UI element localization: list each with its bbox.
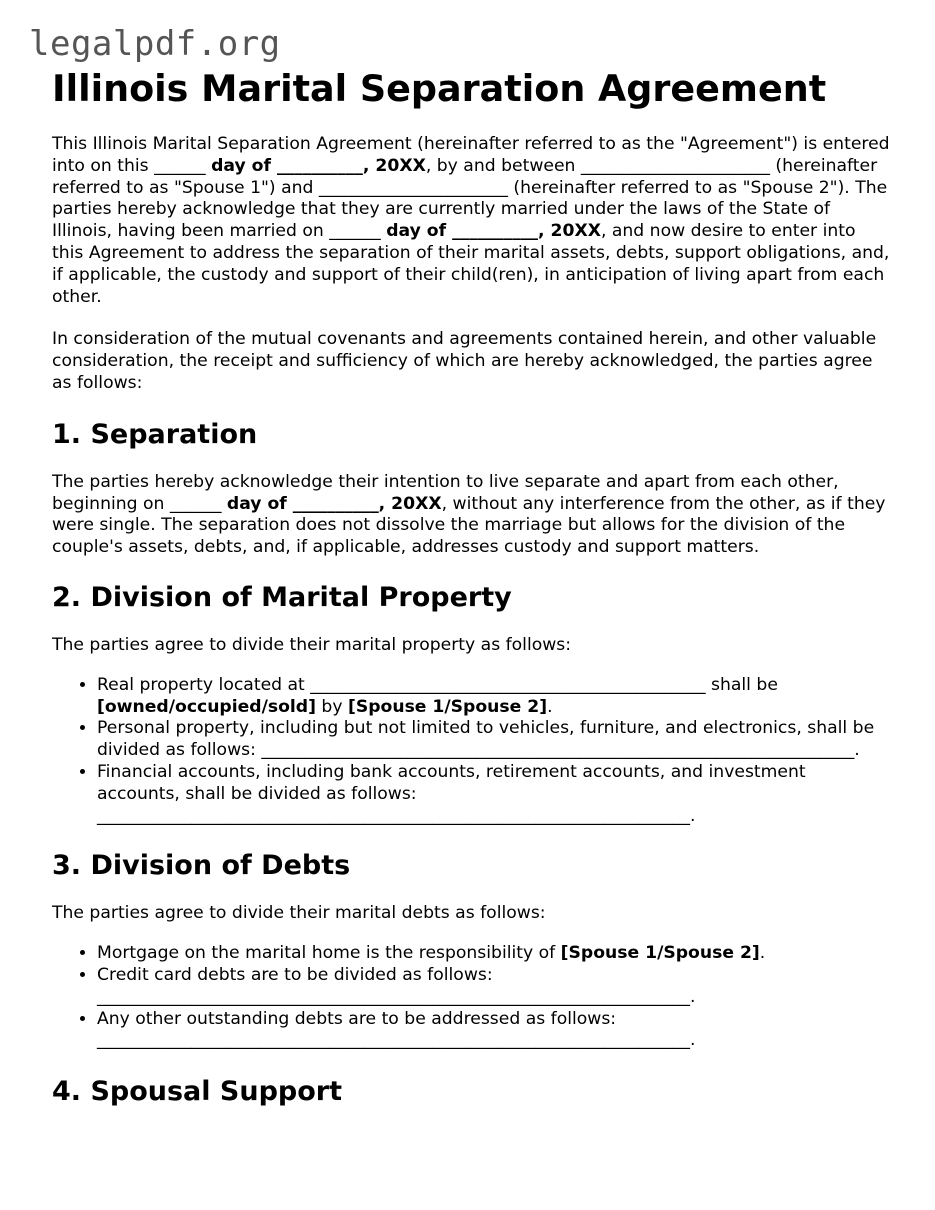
property-item1-text-1: Real property located at ______________________________________________ shall be <box>97 674 778 695</box>
section-heading-separation: 1. Separation <box>52 418 258 450</box>
document-title: Illinois Marital Separation Agreement <box>52 67 827 110</box>
section-heading-support: 4. Spousal Support <box>52 1076 343 1108</box>
property-lead: The parties agree to divide their marital property as follows: <box>52 634 572 655</box>
intro-date-blank-1: day of __________, 20XX <box>211 155 426 176</box>
property-item1-option: [owned/occupied/sold] <box>97 696 316 717</box>
intro-paragraph <box>52 134 892 308</box>
separation-paragraph <box>52 472 892 559</box>
property-item1-text-2: by <box>315 696 348 717</box>
list-item <box>97 675 892 719</box>
intro-date-blank-2: day of __________, 20XX <box>386 221 601 242</box>
separation-text-1: The parties hereby acknowledge their intention to live separate and apart from each other, beginning on ______ <box>52 471 839 514</box>
separation-date-blank: day of __________, 20XX <box>226 493 442 514</box>
separation-text-2: , without any interference from the other, as if they were single. The separation does not dissolve the marriage but allows for the division of the couple's assets, debts, and, if applicable, addresses custody and support matters. <box>52 493 886 558</box>
property-item1-spouse: [Spouse 1/Spouse 2] <box>347 696 548 717</box>
document-page <box>52 66 892 1109</box>
list-item: • Any other outstanding debts are to be addressed as follows: _____________________________________________________________________. <box>97 1009 892 1053</box>
intro-text-2: , by and between ______________________ (hereinafter referred to as "Spouse 1") and ______________________ (hereinafter referred to as "Spouse 2"). The parties hereby acknowledge that they are currently married under the laws of the State of Illinois, having been married on ______ <box>52 155 888 242</box>
intro-text-3: , and now desire to enter into this Agreement to address the separation of their marital assets, debts, support obligations, and, if applicable, the custody and support of their child(ren), in anticipation of living apart from each other. <box>52 221 890 307</box>
debts-item1-text-1: Mortgage on the marital home is the responsibility of <box>97 943 561 964</box>
section-heading-property: 2. Division of Marital Property <box>52 581 512 613</box>
list-item: • Personal property, including but not limited to vehicles, furniture, and electronics, shall be divided as follows: _____________________________________________________________________. <box>97 718 892 762</box>
property-list <box>52 675 892 828</box>
debts-item1-text-2: . <box>759 943 766 964</box>
list-item: • Credit card debts are to be divided as follows: _____________________________________________________________________. <box>97 965 892 1009</box>
debts-item1-spouse: [Spouse 1/Spouse 2] <box>560 943 760 964</box>
debts-list <box>52 943 892 1052</box>
list-item: • Financial accounts, including bank accounts, retirement accounts, and investment accounts, shall be divided as follows: _____________________________________________________________________. <box>97 762 892 827</box>
section-heading-debts: 3. Division of Debts <box>52 850 351 882</box>
intro-text-1: This Illinois Marital Separation Agreement (hereinafter referred to as the "Agreement") is entered into on this ______ <box>52 134 890 176</box>
property-item1-text-3: . <box>547 696 553 717</box>
list-item <box>97 943 892 965</box>
watermark-logo: legalpdf.org <box>29 24 281 64</box>
consideration-paragraph: In consideration of the mutual covenants and agreements contained herein, and other valuable consideration, the receipt and sufficiency of which are hereby acknowledged, the parties agree as follows: <box>52 329 877 393</box>
debts-lead: The parties agree to divide their marital debts as follows: <box>52 903 546 924</box>
